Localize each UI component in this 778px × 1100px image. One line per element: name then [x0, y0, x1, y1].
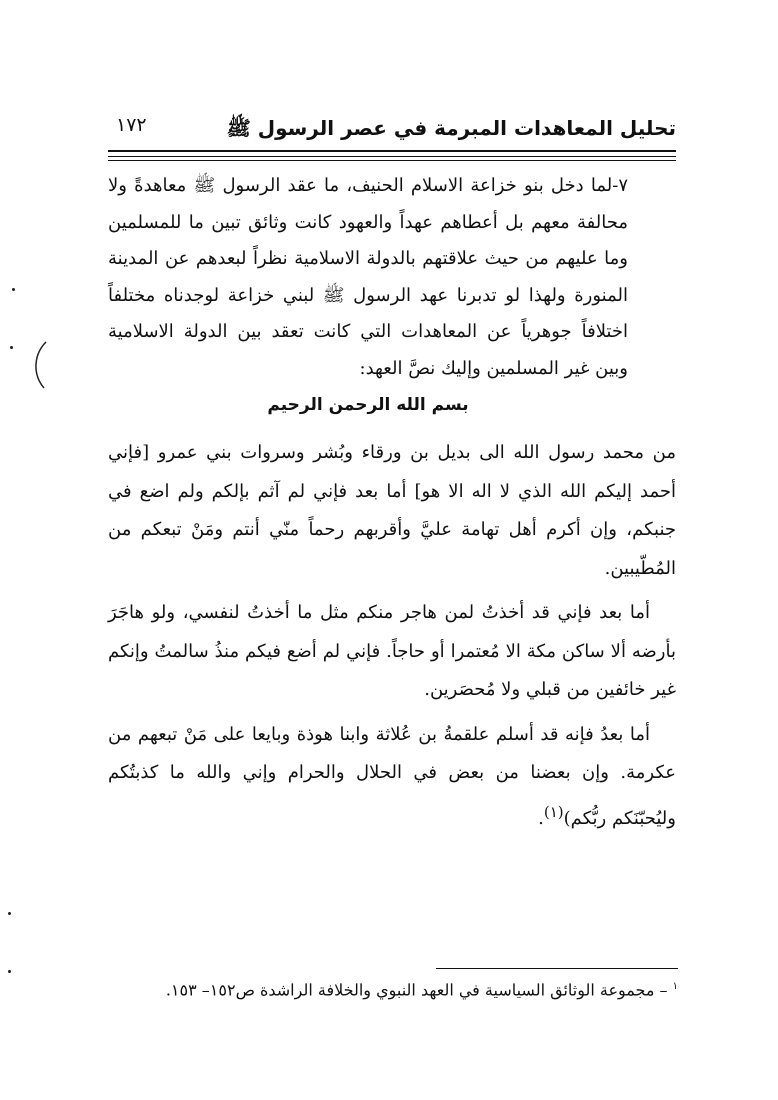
treaty-paragraph-2: أما بعد فإني قد أخذتُ لمن هاجر منكم مثل ما أخذتُ لنفسي، ولو هاجَرَ بأرضه ألا ساكن مكة الا مُعتمرا أو حاجاً. فإني لم أضع فيكم منذُ سالمتُ وإنكم غير خائفين من قبلي ولا مُحصَرين.	[108, 602, 676, 700]
treaty-paragraph-1: من محمد رسول الله الى بديل بن ورقاء وبُشر وسروات بني عمرو [فإني أحمد إليكم الله الذي لا اله الا هو] أما بعد فإني لم آثم بإلكم ولم اضع في جنبكم، وإن أكرم أهل تهامة عليَّ وأقربهم رحماً منّي أنتم ومَنْ تبعكم من المُطّيبين.	[108, 442, 676, 579]
footnote-reference: (١)	[543, 802, 564, 821]
intro-block	[108, 168, 628, 424]
treaty-text	[108, 434, 676, 838]
footnote-text: – مجموعة الوثائق السياسية في العهد النبوي والخلافة الراشدة ص١٥٢– ١٥٣.	[165, 980, 668, 1000]
margin-dot	[12, 288, 15, 291]
header-rule-thin	[108, 156, 676, 157]
page-header	[108, 112, 676, 146]
treaty-paragraph-3: أما بعدُ فإنه قد أسلم علقمةُ بن عُلاثة وابنا هوذة وبايعا على مَنْ تبعهم من عكرمة. وإن بعضنا من بعض في الحلال والحرام وإني والله ما كذبتُكم وليُحبّنَكم ربُّكم)$^{(١)}$.	[108, 723, 676, 829]
margin-bracket-mark	[30, 340, 50, 390]
intro-paragraph: ٧-لما دخل بنو خزاعة الاسلام الحنيف، ما عقد الرسول ﷺ معاهدةً ولا محالفة معهم بل أعطاهم عهداً والعهود كانت وثائق تبين ما للمسلمين وما عليهم من حيث علاقتهم بالدولة الاسلامية نظراً لبعدهم عن المدينة المنورة ولهذا لو تدبرنا عهد الرسول ﷺ لبني خزاعة لوجدناه مختلفاً اختلافاً جوهرياً عن المعاهدات التي كانت تعقد بين الدولة الاسلامية وبين غير المسلمين وإليك نصَّ العهد:	[108, 175, 628, 379]
footnote-separator	[436, 968, 678, 969]
footnote	[118, 974, 678, 1003]
margin-dot	[8, 912, 11, 915]
margin-dot	[8, 970, 11, 973]
header-rule	[108, 150, 676, 152]
margin-dot	[10, 346, 13, 349]
running-title: تحليل المعاهدات المبرمة في عصر الرسول ﷺ	[226, 116, 676, 140]
treaty-paragraph-3-text: أما بعدُ فإنه قد أسلم علقمةُ بن عُلاثة وابنا هوذة وبايعا على مَنْ تبعهم من عكرمة. وإن بعضنا من بعض في الحلال والحرام وإني والله ما كذبتُكم وليُحبّنَكم ربُّكم)	[108, 723, 676, 829]
footnote-marker: ١	[672, 981, 678, 992]
header-rule-thin-2	[108, 160, 676, 161]
basmala-heading: بسم الله الرحمن الرحيم	[267, 395, 469, 415]
page-number: ١٧٢	[116, 114, 147, 136]
